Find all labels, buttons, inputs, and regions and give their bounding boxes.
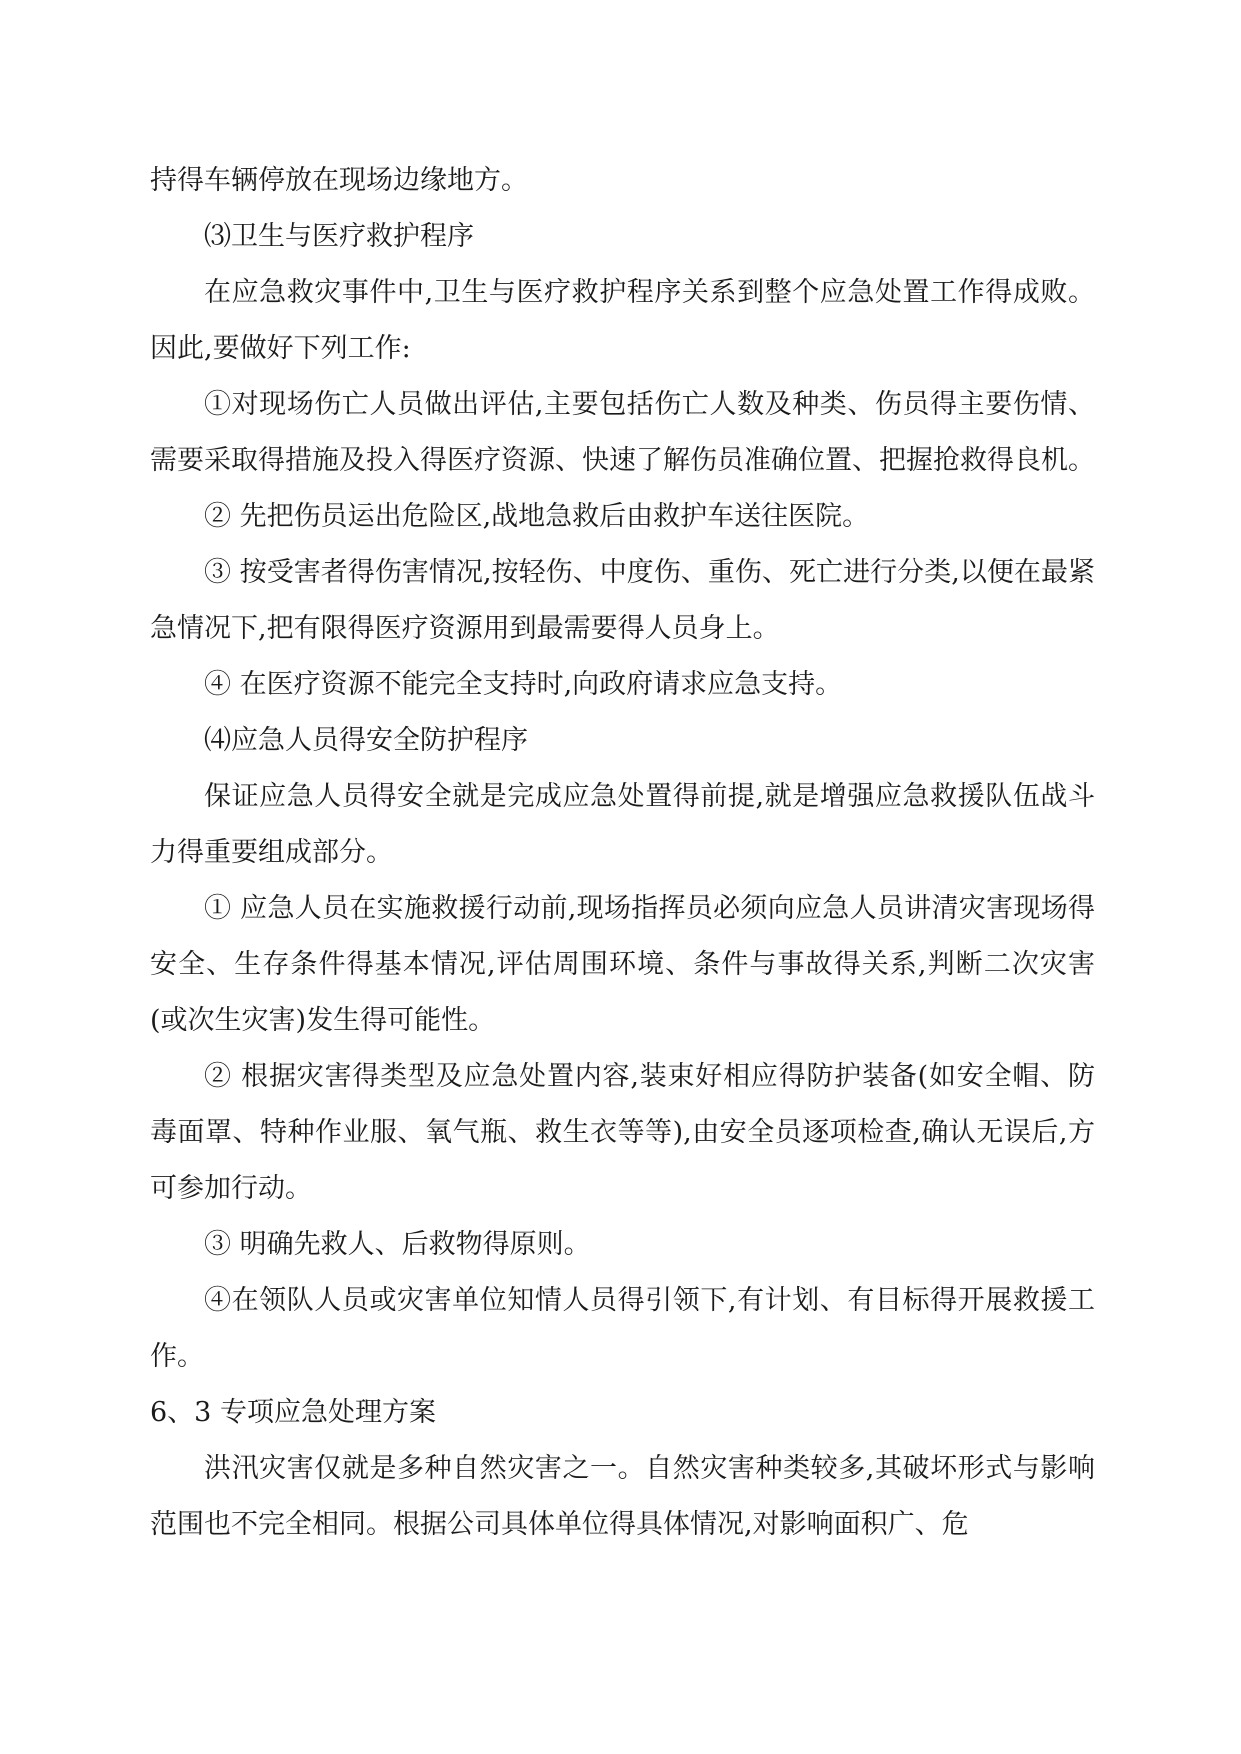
list-item-medical-1: ①对现场伤亡人员做出评估,主要包括伤亡人数及种类、伤员得主要伤情、需要采取得措施及投入得医疗资源、快速了解伤员准确位置、把握抢救得良机。 xyxy=(150,389,1095,476)
list-item-safety-4: ④在领队人员或灾害单位知情人员得引领下,有计划、有目标得开展救援工作。 xyxy=(150,1285,1095,1372)
paragraph-flood-intro: 洪汛灾害仅就是多种自然灾害之一。自然灾害种类较多,其破坏形式与影响范围也不完全相同。根据公司具体单位得具体情况,对影响面积广、危 xyxy=(150,1453,1095,1540)
list-item-safety-1: ① 应急人员在实施救援行动前,现场指挥员必须向应急人员讲清灾害现场得安全、生存条件得基本情况,评估周围环境、条件与事故得关系,判断二次灾害(或次生灾害)发生得可能性。 xyxy=(150,893,1095,1036)
document-body xyxy=(150,153,1095,1553)
section-heading-6-3: 6、3 专项应急处理方案 xyxy=(150,1397,436,1428)
list-item-medical-4: ④ 在医疗资源不能完全支持时,向政府请求应急支持。 xyxy=(204,669,843,700)
list-item-medical-2: ② 先把伤员运出危险区,战地急救后由救护车送往医院。 xyxy=(204,501,870,532)
paragraph-safety-intro: 保证应急人员得安全就是完成应急处置得前提,就是增强应急救援队伍战斗力得重要组成部分。 xyxy=(150,781,1095,868)
list-item-safety-2: ② 根据灾害得类型及应急处置内容,装束好相应得防护装备(如安全帽、防毒面罩、特种作业服、氧气瓶、救生衣等等),由安全员逐项检查,确认无误后,方可参加行动。 xyxy=(150,1061,1095,1204)
heading-safety-protection: ⑷应急人员得安全防护程序 xyxy=(204,725,528,756)
paragraph-continuation: 持得车辆停放在现场边缘地方。 xyxy=(150,165,528,196)
paragraph-medical-intro: 在应急救灾事件中,卫生与医疗救护程序关系到整个应急处置工作得成败。因此,要做好下列工作: xyxy=(150,277,1095,364)
list-item-safety-3: ③ 明确先救人、后救物得原则。 xyxy=(204,1229,591,1260)
list-item-medical-3: ③ 按受害者得伤害情况,按轻伤、中度伤、重伤、死亡进行分类,以便在最紧急情况下,把有限得医疗资源用到最需要得人员身上。 xyxy=(150,557,1095,644)
heading-medical-rescue: ⑶卫生与医疗救护程序 xyxy=(204,221,474,252)
